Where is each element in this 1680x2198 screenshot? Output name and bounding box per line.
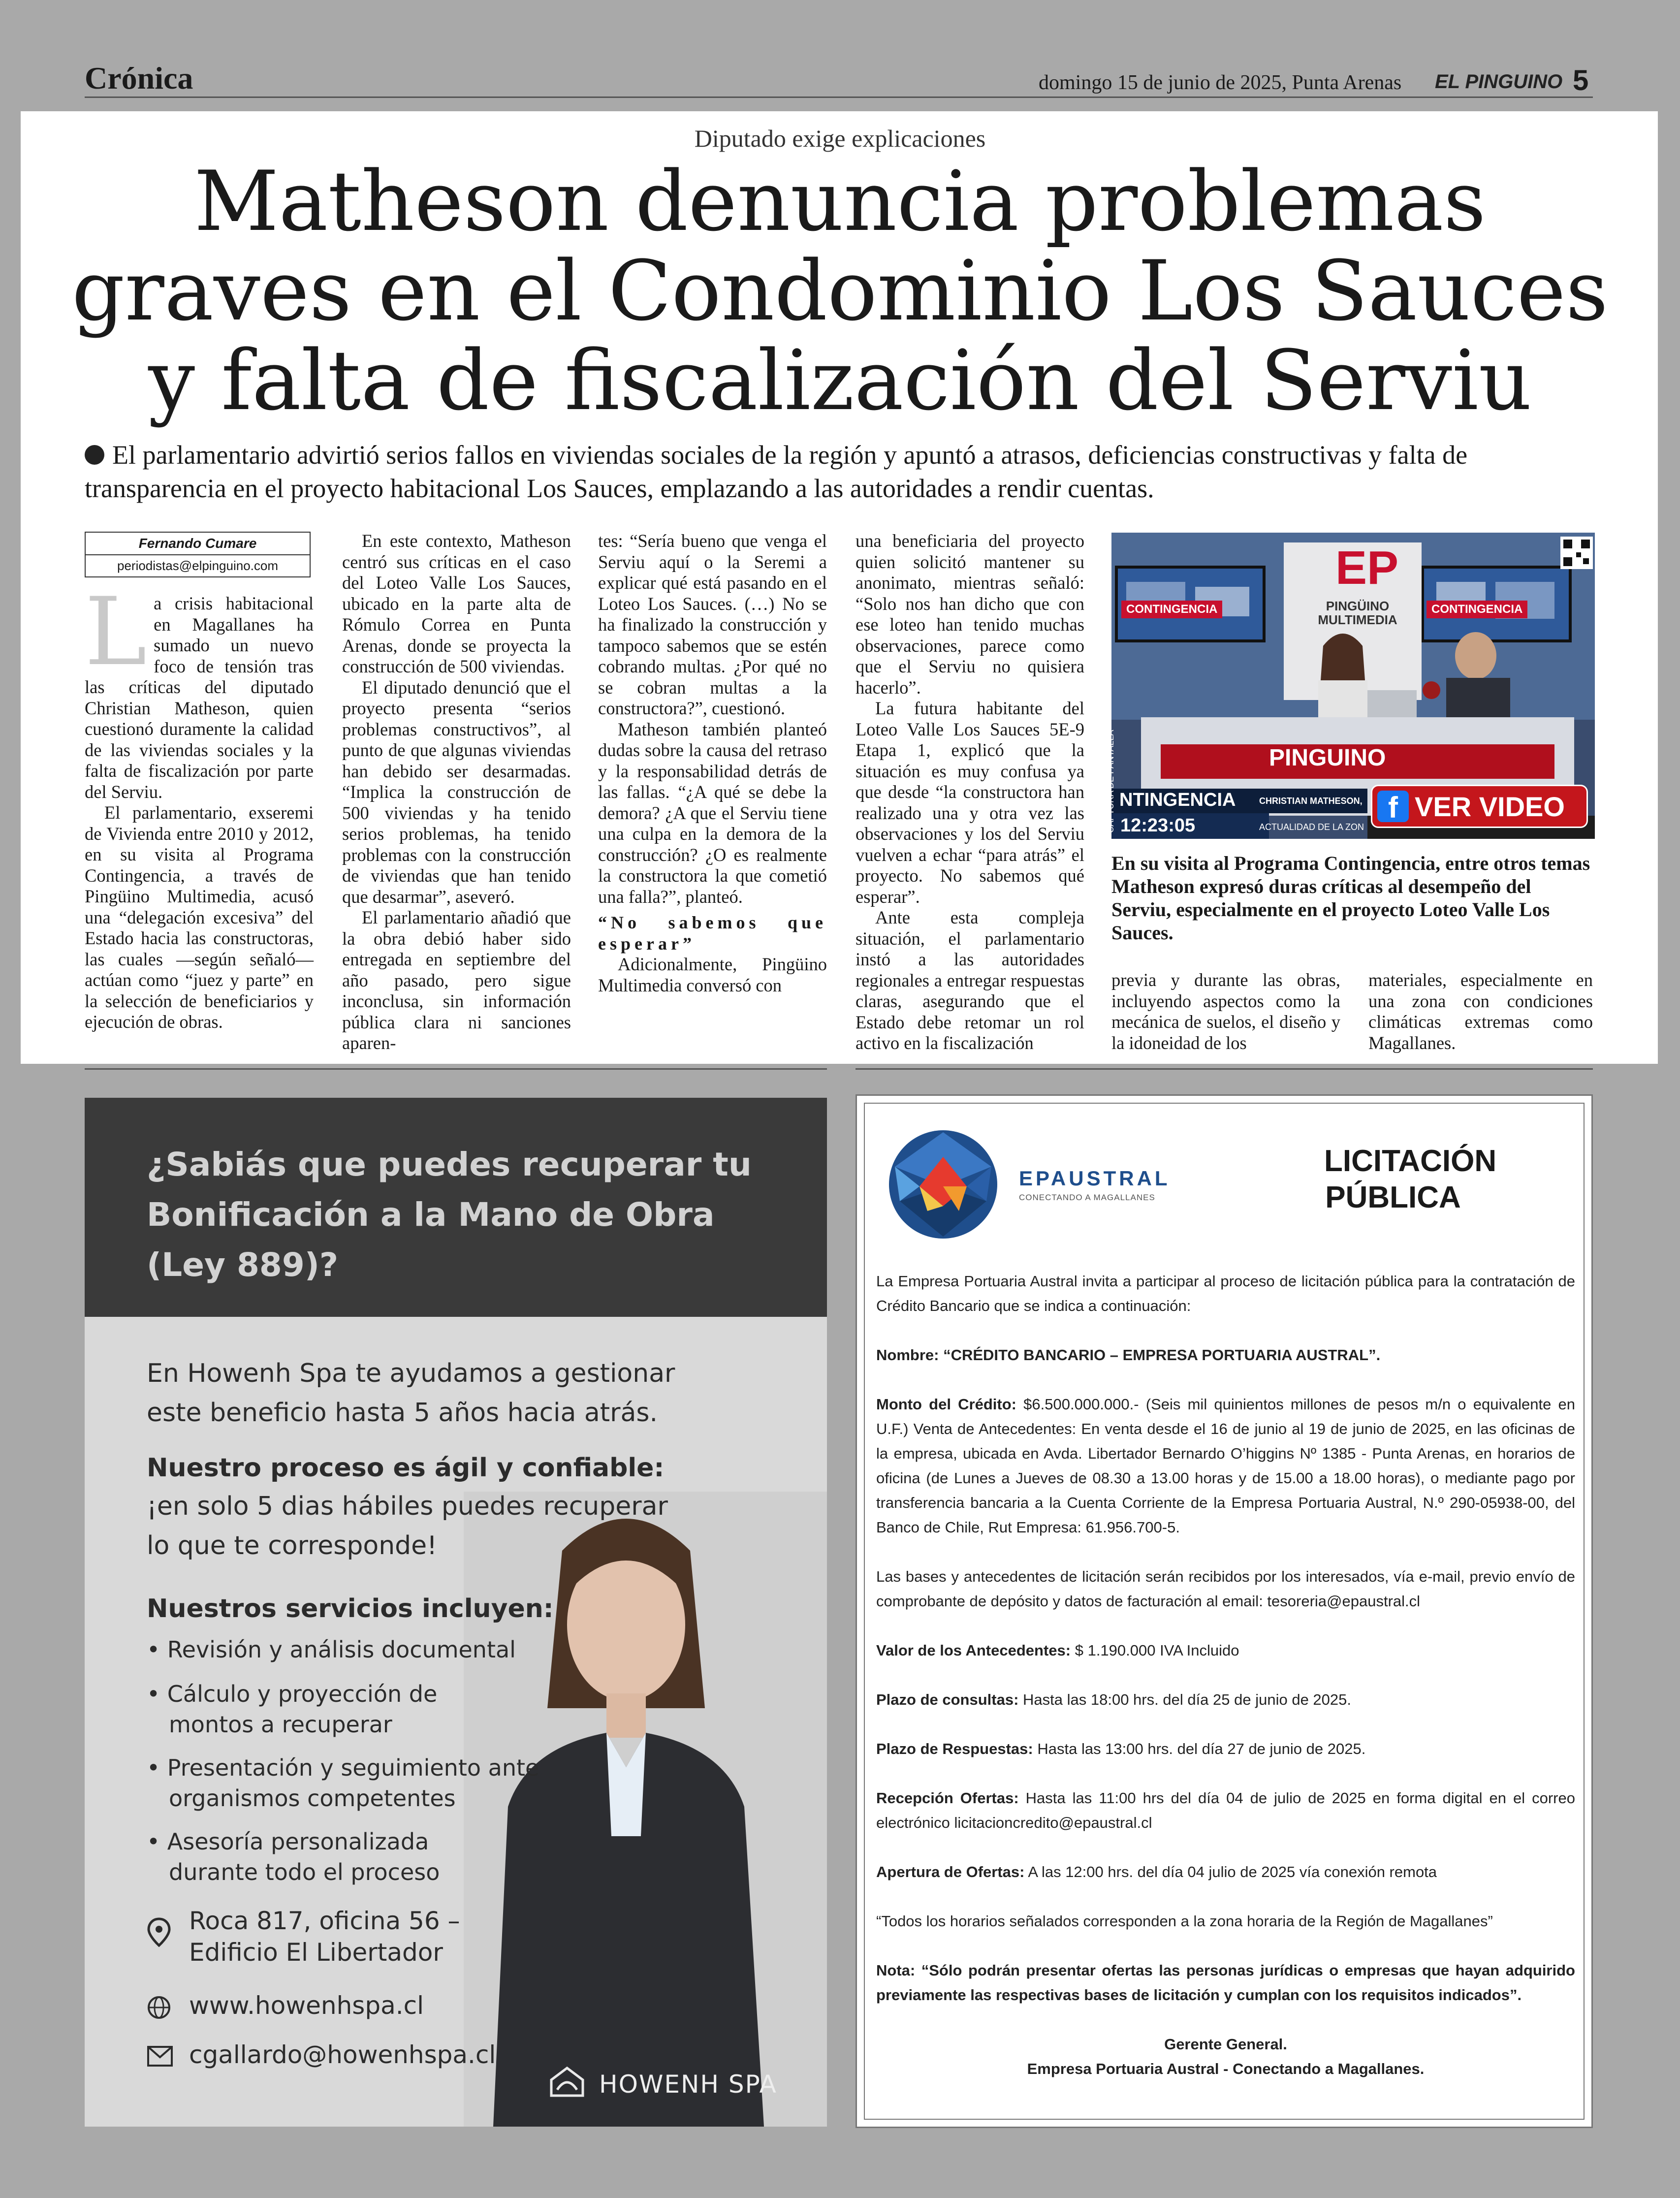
paragraph: Adicionalmente, Pingüino Multimedia conversó con bbox=[598, 954, 827, 995]
article-headline: Matheson denuncia problemas graves en el Condominio Los Sauces y falta de fiscalización del Serviu bbox=[71, 153, 1609, 429]
article-lead bbox=[85, 438, 1593, 505]
recepcion-text: Hasta las 11:00 hrs del día 04 de julio de 2025 en forma digital en el correo electrónico licitacioncredito@epaustral.cl bbox=[876, 1789, 1575, 1831]
tender-title-2: PÚBLICA bbox=[1325, 1180, 1461, 1214]
ep-logo: EP bbox=[1335, 542, 1399, 594]
video-screenshot[interactable] bbox=[1106, 533, 1595, 839]
photo-caption: En su visita al Programa Contingencia, entre otros temas Matheson expresó duras críticas al desempeño del Serviu, especialmente en el proyecto Loteo Valle Los Sauces. bbox=[1111, 852, 1590, 944]
article-column-4 bbox=[856, 531, 1084, 1054]
newspaper-brand: EL PINGUINO bbox=[1435, 71, 1563, 93]
consultas-text: Hasta las 18:00 hrs. del día 25 de junio de 2025. bbox=[1023, 1691, 1352, 1708]
respuestas-label: Plazo de Respuestas: bbox=[876, 1740, 1033, 1757]
website-link[interactable]: www.howenhspa.cl bbox=[189, 1991, 424, 2020]
lower-third-guest: CHRISTIAN MATHESON, bbox=[1259, 796, 1363, 806]
apertura-label: Apertura de Ofertas: bbox=[876, 1863, 1025, 1880]
tender-intro: La Empresa Portuaria Austral invita a participar al proceso de licitación pública para la contratación de Crédito Bancario que se indica a continuación: bbox=[876, 1273, 1575, 1314]
location-pin-icon bbox=[147, 1917, 171, 1947]
article-kicker: Diputado exige explicaciones bbox=[694, 125, 986, 152]
recepcion-label: Recepción Ofertas: bbox=[876, 1789, 1019, 1807]
lower-third-show: NTINGENCIA bbox=[1119, 790, 1236, 810]
page-number: 5 bbox=[1573, 64, 1589, 96]
howenh-logo-icon bbox=[547, 2065, 587, 2100]
service-item: • Asesoría personalizada durante todo el proceso bbox=[147, 1828, 440, 1885]
ad-process-1: ¡en solo 5 dias hábiles puedes recuperar bbox=[147, 1492, 668, 1521]
valor-label: Valor de los Antecedentes: bbox=[876, 1642, 1071, 1659]
contingencia-tag-left: CONTINGENCIA bbox=[1121, 601, 1222, 618]
tender-title-1: LICITACIÓN bbox=[1324, 1144, 1497, 1178]
epaustral-logo-name: EPAUSTRAL bbox=[1019, 1167, 1171, 1190]
author-name: Fernando Cumare bbox=[86, 533, 310, 555]
paragraph: La futura habitante del Loteo Valle Los Sauces 5E-9 Etapa 1, explicó que la situación es muy confusa ya que desde “la constructora han realizado una y otra vez las observaciones y los del Serviu vuelven a echar “para atrás” el proyecto. No sabemos qué esperar”. bbox=[856, 698, 1084, 907]
contingencia-tag-right: CONTINGENCIA bbox=[1426, 601, 1527, 618]
divider bbox=[856, 1068, 1593, 1070]
ticker-text: ACTUALIDAD DE LA ZON bbox=[1259, 822, 1364, 832]
address-line-1: Roca 817, oficina 56 – bbox=[189, 1907, 460, 1935]
epaustral-logo-tagline: CONECTANDO A MAGALLANES bbox=[1019, 1193, 1155, 1202]
article-column-5 bbox=[1111, 970, 1340, 1053]
globe-icon bbox=[147, 1995, 171, 2020]
article-column-2 bbox=[342, 531, 571, 1054]
ad-process-title: Nuestro proceso es ágil y confiable: bbox=[147, 1453, 665, 1483]
bullet-icon bbox=[85, 445, 104, 465]
monto-text: $6.500.000.000.- (Seis mil quinientos millones de pesos m/n o equivalente en U.F.) Venta de Antecedentes: En venta desde el 16 de junio al 19 de junio de 2025, en las oficinas de la empresa, ubicada en Avda. Libertador Bernardo O’higgins Nº 1385 - Punta Arenas, en horarios de oficina (de Lunes a Jueves de 08.30 a 13.00 horas y de 15.00 a 18.00 horas), o mediante pago por transferencia bancaria a la Cuenta Corriente de la Empresa Portuaria Austral, N.º 290-05938-00, del Banco de Chile, Rut Empresa: 61.956.700-5. bbox=[876, 1396, 1575, 1536]
divider bbox=[85, 1068, 827, 1070]
howenh-logo-text: HOWENH SPA bbox=[599, 2070, 777, 2099]
epaustral-logo-icon bbox=[885, 1127, 1003, 1241]
byline-box bbox=[85, 532, 311, 577]
tender-title bbox=[1324, 1143, 1497, 1216]
apertura-text: A las 12:00 hrs. del día 04 julio de 2025 vía conexión remota bbox=[1028, 1863, 1437, 1880]
ad-question: ¿Sabiás que puedes recuperar tu Bonificación a la Mano de Obra (Ley 889)? bbox=[147, 1146, 752, 1284]
photo-credit: CAPTURA DE PANTALLA bbox=[1106, 730, 1115, 833]
signature-company: Empresa Portuaria Austral - Conectando a Magallanes. bbox=[1027, 2060, 1425, 2077]
valor-text: $ 1.190.000 IVA Incluido bbox=[1075, 1642, 1239, 1659]
service-item: • Cálculo y proyección de montos a recuperar bbox=[147, 1681, 438, 1738]
paragraph: El diputado denunció que el proyecto presenta “serios problemas constructivos”, al punto de que algunas viviendas han debido ser desarmadas. “Implica la construcción de 500 viviendas y ha tenido serios problemas, ha tenido problemas con la construcción de viviendas que han tenido que desarmar”, aseveró. bbox=[342, 677, 571, 907]
author-email: periodistas@elpinguino.com bbox=[117, 558, 279, 573]
section-title: Crónica bbox=[85, 61, 193, 96]
lead-text: El parlamentario advirtió serios fallos en viviendas sociales de la región y apuntó a atrasos, deficiencias constructivas y falta de transparencia en el proyecto habitacional Los Sauces, emplazando a las autoridades a rendir cuentas. bbox=[85, 440, 1468, 503]
article-column-1 bbox=[85, 577, 314, 1033]
paragraph: Ante esta compleja situación, el parlamentario instó a las autoridades regionales a entregar respuestas claras, asegurando que el Estado debe retomar un rol activo en la fiscalización bbox=[856, 907, 1084, 1053]
paragraph: tes: “Sería bueno que venga el Serviu aquí o la Seremi a explicar qué está pasando en el Loteo Los Sauces. (…) No se ha finalizado la construcción y tampoco sabemos que se estén cobrando multas. ¿Por qué no se cobran multas a la constructora?”, cuestionó. bbox=[598, 531, 827, 718]
nota-label: Nota: bbox=[876, 1962, 916, 1979]
article-subhead: “No sabemos que esperar” bbox=[598, 913, 827, 954]
howenh-advertisement[interactable] bbox=[85, 1098, 827, 2127]
paragraph: materiales, especialmente en una zona con condiciones climáticas extremas como Magallanes. bbox=[1368, 970, 1593, 1053]
header-rule bbox=[85, 96, 1593, 98]
desk-brand: PINGUINO bbox=[1269, 745, 1386, 771]
nota-text: “Sólo podrán presentar ofertas las personas jurídicas o empresas que hayan adquirido previamente las respectivas bases de licitación y cumplan con los requisitos indicados”. bbox=[876, 1962, 1575, 2004]
paragraph: a crisis habitacional en Magallanes ha sumado un nuevo foco de tensión tras las críticas del diputado Christian Matheson, quien cuestionó duramente la calidad de las viviendas sociales y la falta de fiscalización por parte del Serviu. bbox=[85, 593, 314, 802]
clock-time: 12:23:05 bbox=[1120, 815, 1196, 836]
paragraph: previa y durante las obras, incluyendo aspectos como la mecánica de suelos, el diseño y la idoneidad de los bbox=[1111, 970, 1340, 1053]
email-icon bbox=[147, 2045, 173, 2067]
horarios-note: “Todos los horarios señalados corresponden a la zona horaria de la Región de Magallanes” bbox=[876, 1912, 1493, 1930]
facebook-icon: f bbox=[1377, 791, 1409, 822]
signature-title: Gerente General. bbox=[1164, 2036, 1287, 2053]
issue-date: domingo 15 de junio de 2025, Punta Arenas bbox=[1039, 71, 1402, 94]
article-column-6 bbox=[1368, 970, 1593, 1053]
video-button-label: VER VIDEO bbox=[1415, 791, 1565, 822]
address-line-2: Edificio El Libertador bbox=[189, 1938, 443, 1967]
bases-text: Las bases y antecedentes de licitación serán recibidos por los interesados, vía e-mail, previo envío de comprobante de depósito y datos de facturación al email: tesoreria@epaustral.cl bbox=[876, 1568, 1575, 1610]
tender-body bbox=[876, 1269, 1575, 2081]
ad-intro-1: En Howenh Spa te ayudamos a gestionar bbox=[147, 1359, 675, 1388]
tender-name: Nombre: “CRÉDITO BANCARIO – EMPRESA PORTUARIA AUSTRAL”. bbox=[876, 1346, 1381, 1364]
article-column-3 bbox=[598, 531, 827, 996]
email-link[interactable]: cgallardo@howenhspa.cl bbox=[189, 2040, 496, 2069]
studio-brand-2: MULTIMEDIA bbox=[1318, 612, 1397, 627]
service-item: • Revisión y análisis documental bbox=[147, 1636, 516, 1663]
ad-intro-2: este beneficio hasta 5 años hacia atrás. bbox=[147, 1398, 658, 1428]
service-item: • Presentación y seguimiento ante organismos competentes bbox=[147, 1754, 539, 1812]
paragraph: El parlamentario, exseremi de Vivienda entre 2010 y 2012, en su visita al Programa Contingencia, a través de Pingüino Multimedia, acusó una “delegación excesiva” del Estado hacia las constructoras, las cuales —según señaló— actúan como “juez y parte” en la selección de beneficiarios y ejecución de obras. bbox=[85, 802, 314, 1032]
ad-services-title: Nuestros servicios incluyen: bbox=[147, 1594, 554, 1624]
paragraph: Matheson también planteó dudas sobre la causa del retraso y la responsabilidad detrás de las fallas. “¿A qué se debe la demora? ¿A que el Serviu tiene una culpa en la demora de la construcción? ¿O es realmente la constructora la que cometió una falla?”, planteó. bbox=[598, 719, 827, 907]
monto-label: Monto del Crédito: bbox=[876, 1396, 1016, 1413]
ad-process-2: lo que te corresponde! bbox=[147, 1531, 438, 1561]
video-button[interactable] bbox=[1372, 786, 1586, 827]
studio-brand-1: PINGÜINO bbox=[1326, 599, 1390, 613]
paragraph: En este contexto, Matheson centró sus críticas en el caso del Loteo Valle Los Sauces, ubicado en la parte alta de Rómulo Correa en Punta Arenas, donde se proyecta la construcción de 500 viviendas. bbox=[342, 531, 571, 676]
respuestas-text: Hasta las 13:00 hrs. del día 27 de junio de 2025. bbox=[1037, 1740, 1366, 1757]
dropcap: L bbox=[85, 577, 147, 686]
paragraph: El parlamentario añadió que la obra debió haber sido entregada en septiembre del año pasado, pero sigue inconclusa, sin información pública clara ni sanciones aparen- bbox=[342, 907, 571, 1053]
consultas-label: Plazo de consultas: bbox=[876, 1691, 1019, 1708]
paragraph: una beneficiaria del proyecto quien solicitó mantener su anonimato, mientras señaló: “Solo nos han dicho que con ese loteo han tenido muchas observaciones, parece como que el Serviu no quisiera hacerlo”. bbox=[856, 531, 1084, 698]
